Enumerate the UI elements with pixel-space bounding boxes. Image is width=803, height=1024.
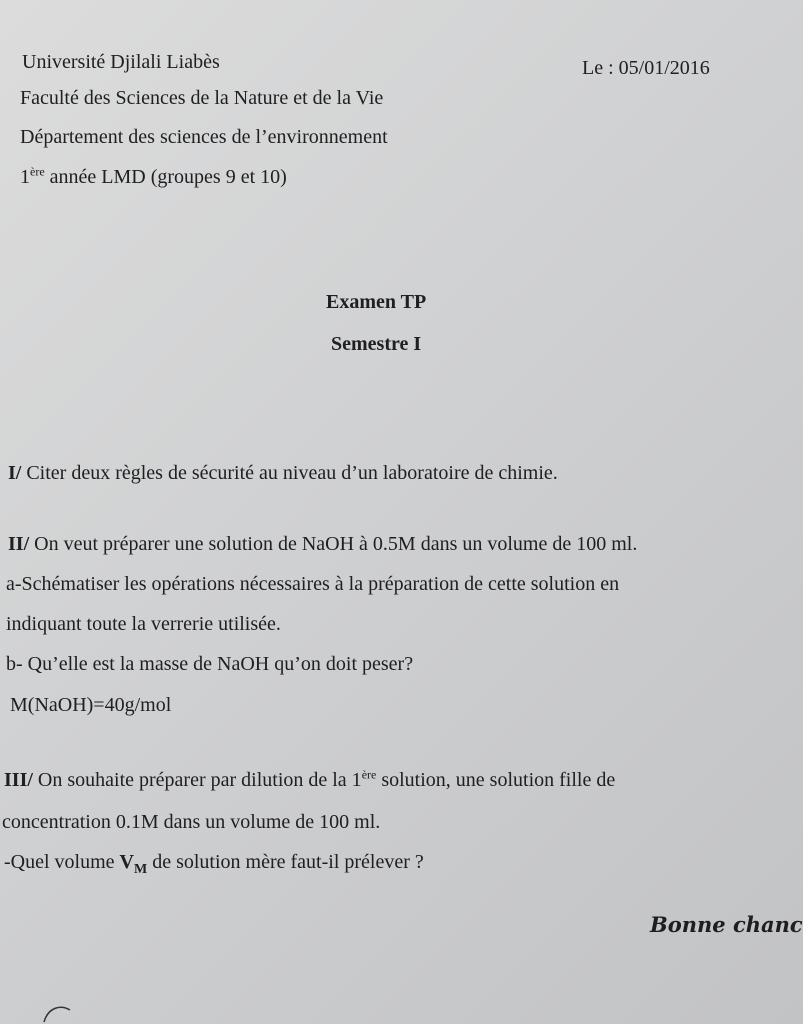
department-name: Département des sciences de l’environnement (20, 126, 388, 148)
faculty-name: Faculté des Sciences de la Nature et de la Vie (20, 87, 384, 109)
question-3-line3: -Quel volume $V_M$ de solution mère faut-il prélever ? (4, 851, 424, 877)
exam-date: Le : 05/01/2016 (582, 57, 710, 79)
question-2: II/ On veut préparer une solution de NaOH à 0.5M dans un volume de 100 ml. (8, 533, 638, 555)
question-2b: b- Qu’elle est la masse de NaOH qu’on doit peser? (6, 653, 414, 675)
pen-mark (40, 996, 100, 1024)
exam-title: Examen TP (326, 291, 427, 313)
year-group: 1ère année LMD (groupes 9 et 10) (20, 164, 287, 188)
question-3-line2: concentration 0.1M dans un volume de 100 ml. (2, 811, 381, 833)
closing-signature: Bonne chanc (650, 912, 803, 937)
question-1: I/ Citer deux règles de sécurité au niveau d’un laboratoire de chimie. (8, 462, 558, 484)
question-3: III/ On souhaite préparer par dilution de la 1ère solution, une solution fille de (4, 767, 616, 791)
university-name: Université Djilali Liabès (22, 51, 220, 73)
semester-title: Semestre I (331, 333, 422, 355)
molar-mass: M(NaOH)=40g/mol (10, 694, 172, 716)
question-2a-line2: indiquant toute la verrerie utilisée. (6, 613, 281, 635)
question-2a-line1: a-Schématiser les opérations nécessaires à la préparation de cette solution en (6, 573, 620, 595)
